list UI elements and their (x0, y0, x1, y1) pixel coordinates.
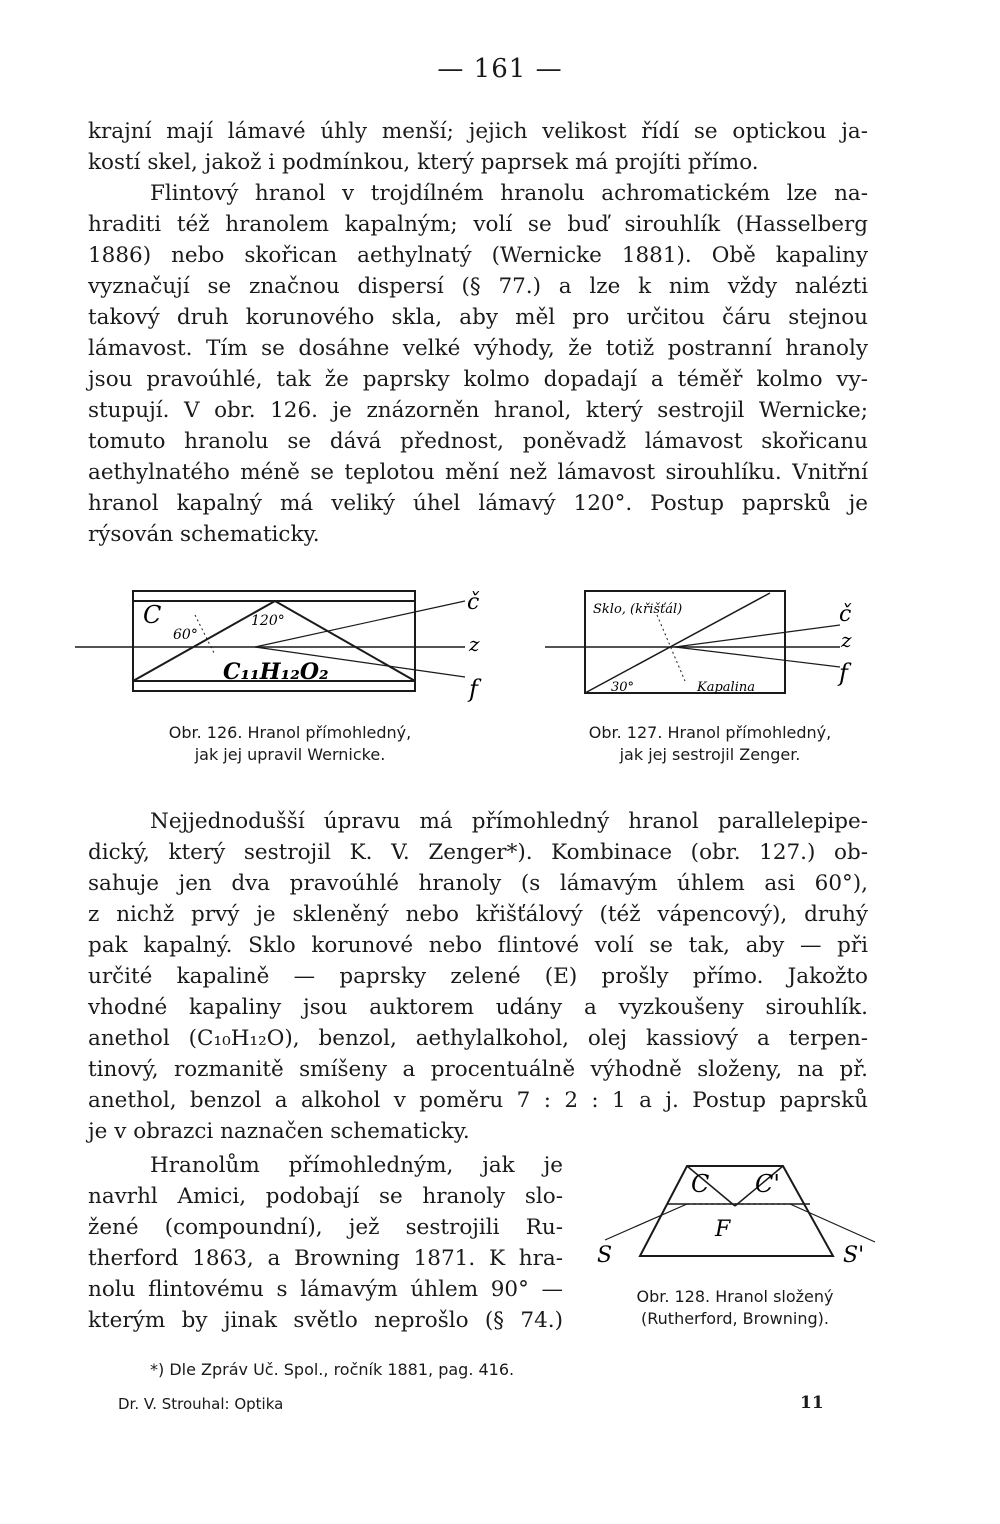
text-line: jsou pravoúhlé, tak že paprsky kolmo dopadají a téměř kolmo vy- (88, 367, 868, 392)
text-line: kostí skel, jakož i podmínkou, který paprsek má projíti přímo. (88, 150, 759, 175)
figure-label: č (839, 602, 852, 627)
normal-line (195, 615, 215, 655)
text-line: Nejjednodušší úpravu má přímohledný hranol parallelepipe- (150, 809, 868, 834)
figure-label: 30° (611, 680, 635, 695)
text-line: tinový, rozmanitě smíšeny a procentuálně výhodně složeny, na př. (88, 1057, 868, 1082)
text-line: lámavost. Tím se dosáhne velké výhody, že totiž postranní hranoly (88, 336, 868, 361)
page-number: — 161 — (437, 54, 563, 84)
figure-label: F (715, 1217, 731, 1242)
text-line: rýsován schematicky. (88, 522, 320, 547)
text-line: sahuje jen dva pravoúhlé hranoly (s lámavým úhlem asi 60°), (88, 871, 868, 896)
text-line: therford 1863, a Browning 1871. K hra- (88, 1246, 563, 1271)
paragraph-2 (88, 178, 868, 550)
paragraph-3 (88, 806, 868, 1147)
ray-line (675, 647, 840, 667)
figure-label: Sklo, (křišťál) (593, 602, 683, 617)
text-line: dický, který sestrojil K. V. Zenger*). Kombinace (obr. 127.) ob- (88, 840, 868, 865)
text-line: Flintový hranol v trojdílném hranolu achromatickém lze na- (150, 181, 868, 206)
text-line: kterým by jinak světlo neprošlo (§ 74.) (88, 1308, 563, 1333)
text-line: určité kapalině — paprsky zelené (E) prošly přímo. Jakožto (88, 964, 868, 989)
ray-line (790, 1204, 875, 1242)
caption-line: Obr. 127. Hranol přímohledný, (588, 723, 832, 742)
figure-label: C (143, 601, 162, 629)
ray-line (675, 625, 840, 647)
figure-label: 60° (173, 627, 198, 643)
text-line: aethylnatého méně se teplotou mění než lámavost sirouhlíku. Vnitřní (88, 460, 868, 485)
footnote: *) Dle Zpráv Uč. Spol., ročník 1881, pag. 416. (150, 1360, 515, 1379)
text-line: navrhl Amici, podobají se hranoly slo- (88, 1184, 563, 1209)
text-line: takový druh korunového skla, aby měl pro určitou čáru stejnou (88, 305, 868, 330)
text-line: nolu flintovému s lámavým úhlem 90° — (88, 1277, 563, 1302)
figure-127-caption (545, 722, 875, 766)
text-line: anethol (C₁₀H₁₂O), benzol, aethylalkohol, olej kassiový a terpen- (88, 1026, 868, 1051)
paragraph-1 (88, 116, 868, 178)
figure-label: z (841, 628, 852, 652)
text-line: vyznačují se značnou dispersí (§ 77.) a lze k nim vždy nalézti (88, 274, 868, 299)
text-line: hraditi též hranolem kapalným; volí se buď sirouhlík (Hasselberg (88, 212, 868, 237)
caption-line: jak jej upravil Wernicke. (194, 745, 386, 764)
text-line: pak kapalný. Sklo korunové nebo flintové volí se tak, aby — při (88, 933, 868, 958)
text-line: Hranolům přímohledným, jak je (150, 1153, 563, 1178)
figure-label: C₁₁H₁₂O₂ (223, 659, 329, 685)
signature-mark: 11 (800, 1393, 824, 1413)
figure-label: S' (843, 1243, 865, 1268)
figure-126-caption (120, 722, 460, 766)
text-line: hranol kapalný má veliký úhel lámavý 120°. Postup paprsků je (88, 491, 868, 516)
caption-line: jak jej sestrojil Zenger. (619, 745, 801, 764)
caption-line: Obr. 126. Hranol přímohledný, (168, 723, 412, 742)
caption-line: Obr. 128. Hranol složený (636, 1287, 834, 1306)
text-line: žené (compoundní), jež sestrojili Ru- (88, 1215, 563, 1240)
figure-label: Kapalina (697, 680, 755, 695)
text-line: vhodné kapaliny jsou auktorem udány a vyzkoušeny sirouhlík. (88, 995, 868, 1020)
figure-label: f (839, 659, 848, 687)
text-line: stupují. V obr. 126. je znázorněn hranol, který sestrojil Wernicke; (88, 398, 868, 423)
paragraph-4 (88, 1150, 563, 1336)
text-line: tomuto hranolu se dává přednost, poněvadž lámavost skořicanu (88, 429, 868, 454)
text-line: 1886) nebo skořican aethylnatý (Wernicke 1881). Obě kapaliny (88, 243, 868, 268)
figure-126-drawing (75, 585, 495, 705)
prism-outline (640, 1166, 833, 1256)
figure-128 (595, 1160, 885, 1284)
figure-label: C (691, 1170, 710, 1198)
figure-label: z (469, 632, 480, 656)
footer-author-title: Dr. V. Strouhal: Optika (118, 1395, 284, 1413)
figure-126 (75, 585, 495, 709)
caption-line: (Rutherford, Browning). (641, 1309, 829, 1328)
figure-128-caption (590, 1286, 880, 1330)
text-line: anethol, benzol a alkohol v poměru 7 : 2 : 1 a j. Postup paprsků (88, 1088, 868, 1113)
figure-label: č (467, 590, 480, 615)
text-line: z nichž prvý je skleněný nebo křišťálový (též vápencový), druhý (88, 902, 868, 927)
figure-128-drawing (595, 1160, 885, 1280)
figure-label: C' (755, 1170, 780, 1198)
figure-label: S (597, 1243, 613, 1268)
figure-127-drawing (545, 585, 865, 705)
figure-label: 120° (251, 613, 285, 629)
figure-label: f (469, 675, 478, 703)
ray-line (605, 1204, 687, 1240)
text-line: krajní mají lámavé úhly menší; jejich velikost řídí se optickou ja- (88, 119, 868, 144)
text-line: je v obrazci naznačen schematicky. (88, 1119, 470, 1144)
figure-127 (545, 585, 865, 709)
